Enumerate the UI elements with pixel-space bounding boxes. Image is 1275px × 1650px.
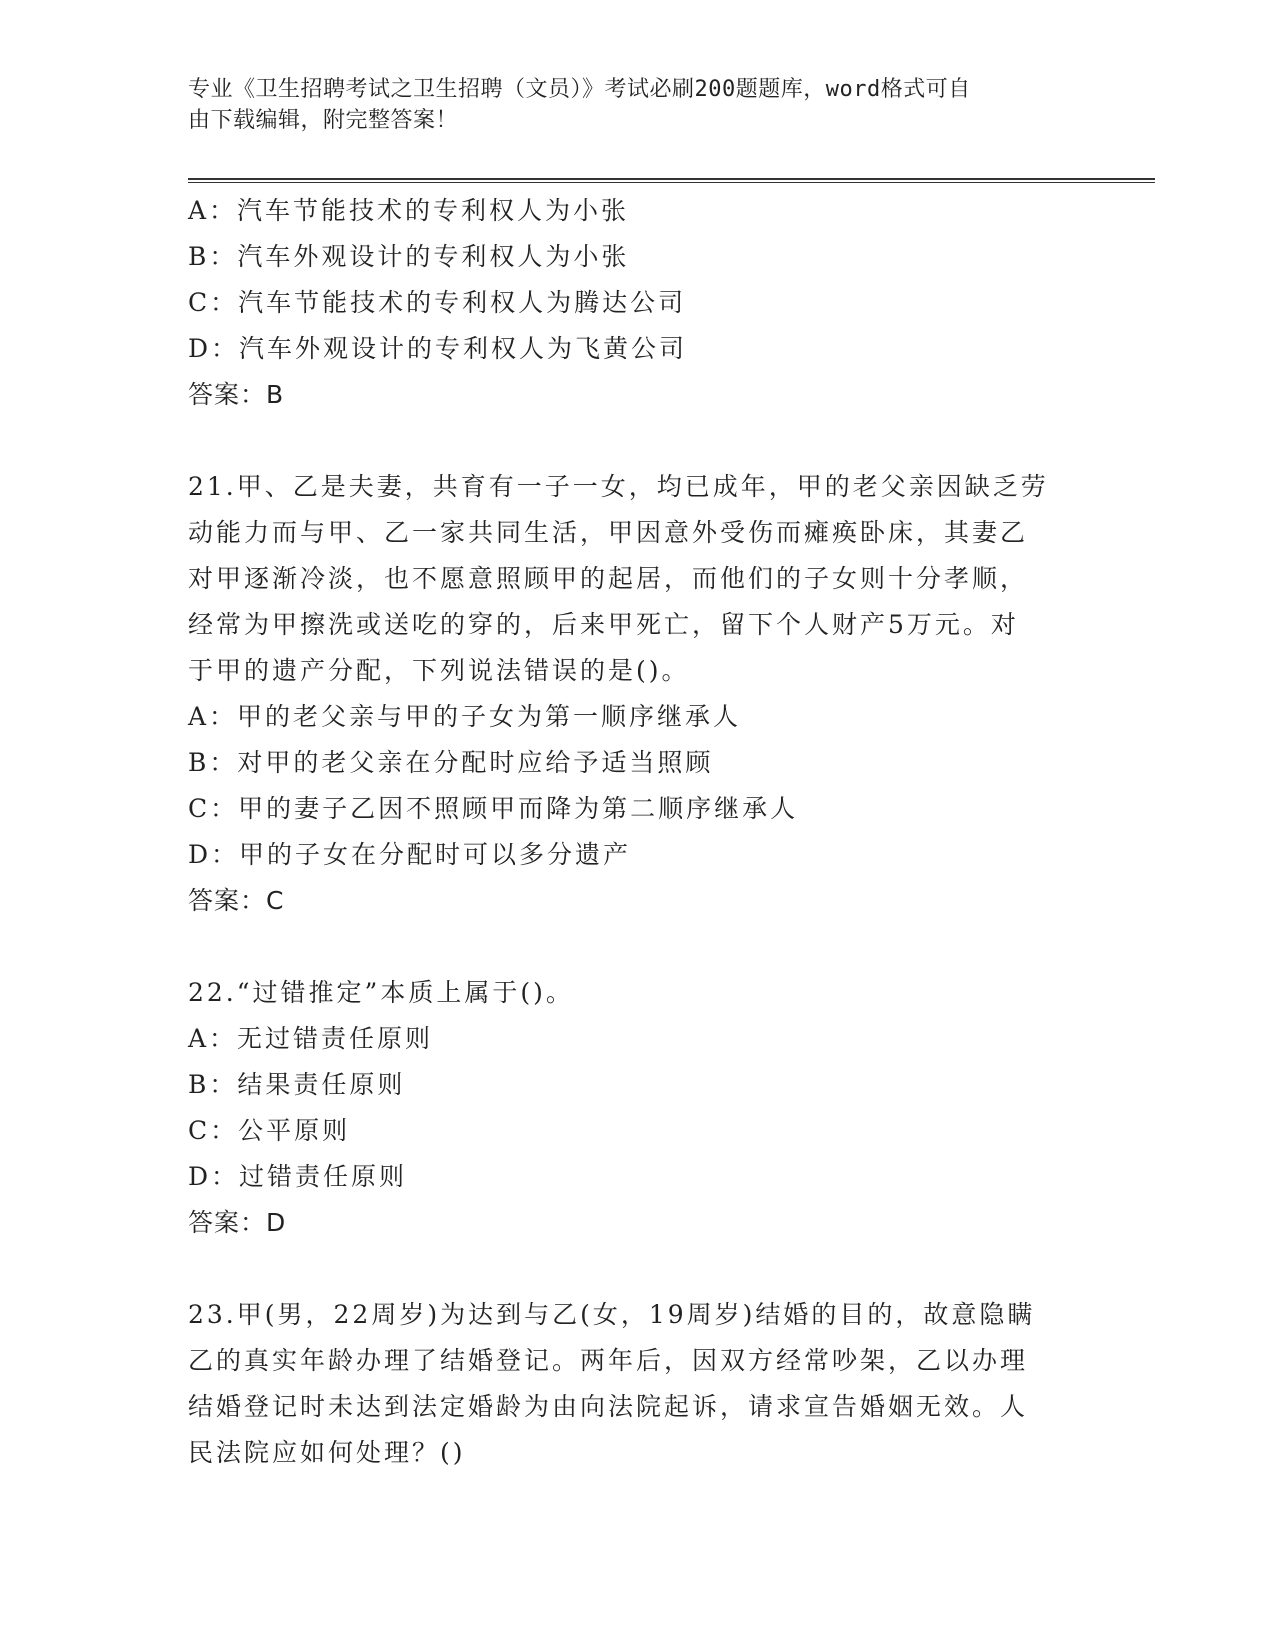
question-text-line: 经常为甲擦洗或送吃的穿的，后来甲死亡，留下个人财产5万元。对 [188, 610, 1019, 639]
question-20-block [188, 188, 1078, 418]
question-text-line: 动能力而与甲、乙一家共同生活，甲因意外受伤而瘫痪卧床，其妻乙 [188, 518, 1029, 547]
spacer [188, 924, 1078, 970]
question-text-line: 23.甲(男，22周岁)为达到与乙(女，19周岁)结婚的目的，故意隐瞒 [188, 1300, 1036, 1329]
question-21-block [188, 464, 1078, 924]
header-line-2: 由下载编辑，附完整答案！ [188, 108, 459, 133]
header-line-1: 专业《卫生招聘考试之卫生招聘（文员）》考试必刷200题题库，word格式可自 [188, 77, 971, 102]
question-text-line: 结婚登记时未达到法定婚龄为由向法院起诉，请求宣告婚姻无效。人 [188, 1392, 1029, 1421]
option-c: C：公平原则 [188, 1116, 351, 1145]
question-22-block [188, 970, 1078, 1246]
option-d: D：甲的子女在分配时可以多分遗产 [188, 840, 632, 869]
question-text-line: 于甲的遗产分配，下列说法错误的是()。 [188, 656, 690, 685]
option-c: C：甲的妻子乙因不照顾甲而降为第二顺序继承人 [188, 794, 799, 823]
question-text-line: 民法院应如何处理？() [188, 1438, 466, 1467]
question-text-line: 22.“过错推定”本质上属于()。 [188, 978, 574, 1007]
header-divider-thick [188, 178, 1155, 180]
question-23-block [188, 1292, 1078, 1476]
header-divider-thin [188, 182, 1155, 183]
answer-line: 答案：C [188, 886, 285, 915]
question-text-line: 对甲逐渐冷淡，也不愿意照顾甲的起居，而他们的子女则十分孝顺， [188, 564, 1029, 593]
option-c: C：汽车节能技术的专利权人为腾达公司 [188, 288, 687, 317]
answer-line: 答案：B [188, 380, 285, 409]
option-a: A：汽车节能技术的专利权人为小张 [188, 196, 630, 225]
option-b: B：结果责任原则 [188, 1070, 406, 1099]
option-a: A：甲的老父亲与甲的子女为第一顺序继承人 [188, 702, 742, 731]
option-b: B：汽车外观设计的专利权人为小张 [188, 242, 630, 271]
option-d: D：过错责任原则 [188, 1162, 408, 1191]
spacer [188, 418, 1078, 464]
spacer [188, 1246, 1078, 1292]
option-a: A：无过错责任原则 [188, 1024, 434, 1053]
answer-line: 答案：D [188, 1208, 287, 1237]
document-body [188, 188, 1078, 1476]
option-d: D：汽车外观设计的专利权人为飞黄公司 [188, 334, 688, 363]
question-text-line: 乙的真实年龄办理了结婚登记。两年后，因双方经常吵架，乙以办理 [188, 1346, 1029, 1375]
option-b: B：对甲的老父亲在分配时应给予适当照顾 [188, 748, 714, 777]
question-text-line: 21.甲、乙是夫妻，共育有一子一女，均已成年，甲的老父亲因缺乏劳 [188, 472, 1049, 501]
document-header [188, 74, 1068, 136]
